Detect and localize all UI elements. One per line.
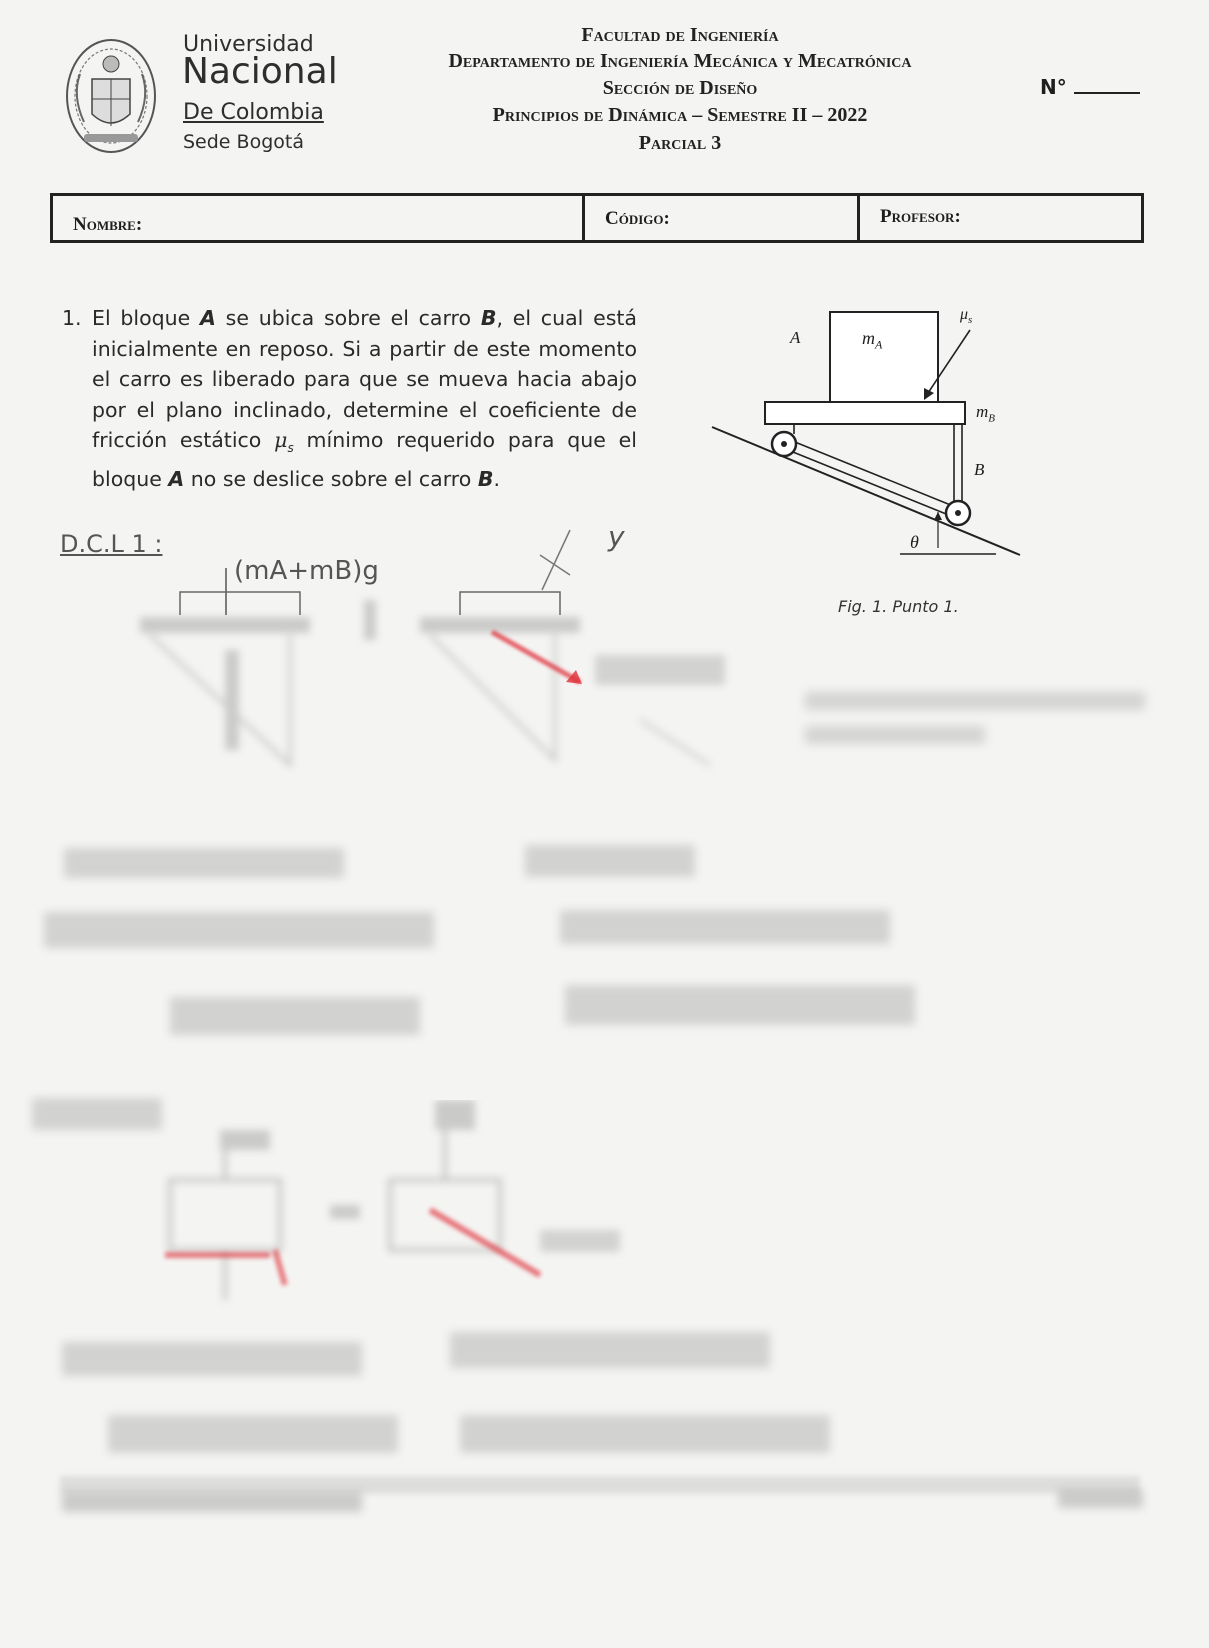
blurred-equation-1 bbox=[64, 848, 344, 878]
university-name-line2: Nacional bbox=[182, 51, 338, 92]
figure-label-mb: $m_B$ bbox=[976, 402, 996, 425]
exam-number-blank[interactable] bbox=[1074, 74, 1140, 94]
student-info-table bbox=[50, 193, 1144, 243]
name-label: Nombre: bbox=[73, 214, 143, 235]
figure-label-mu: $\mu_s$ bbox=[960, 306, 973, 327]
handwritten-weight-label: (mA+mB)g bbox=[234, 556, 379, 586]
header-faculty: Facultad de Ingeniería bbox=[581, 24, 779, 46]
blurred-equation-8 bbox=[450, 1332, 770, 1368]
blurred-equation-4 bbox=[560, 910, 890, 944]
name-cell[interactable] bbox=[53, 196, 585, 240]
free-body-diagram-2 bbox=[160, 1100, 680, 1320]
question-1 bbox=[62, 303, 637, 494]
blurred-equation-5 bbox=[170, 997, 420, 1035]
figure-caption: Fig. 1. Punto 1. bbox=[838, 597, 959, 616]
university-campus: Sede Bogotá bbox=[183, 131, 304, 153]
code-cell[interactable] bbox=[585, 196, 860, 240]
question-body: El bloque A se ubica sobre el carro B, el cual está inicialmente en reposo. Si a partir de este momento el carro es liberado para que se mueva hacia abajo por el plano inclinado, determine el coeficiente de fricción estático $\mu_s$ mínimo requerido para que el bloque A no se deslice sobre el carro B. bbox=[92, 306, 637, 491]
free-body-diagram-1 bbox=[130, 520, 750, 810]
figure-label-theta: θ bbox=[910, 532, 919, 552]
figure-label-ma: $m_A$ bbox=[862, 328, 883, 352]
blurred-equation-6 bbox=[565, 985, 915, 1025]
blurred-equation-7 bbox=[62, 1342, 362, 1376]
professor-label: Profesor: bbox=[880, 206, 961, 227]
blurred-dcl2-label bbox=[32, 1098, 162, 1130]
header-exam: Parcial 3 bbox=[638, 132, 722, 154]
figure-cart-incline bbox=[710, 300, 1030, 570]
exam-number bbox=[1040, 74, 1140, 99]
blurred-equation-2 bbox=[525, 845, 695, 877]
blurred-equation-3 bbox=[44, 912, 434, 948]
university-name-line3: De Colombia bbox=[183, 100, 324, 125]
blurred-note bbox=[805, 692, 1145, 762]
professor-cell[interactable] bbox=[860, 196, 1140, 240]
handwritten-axis-y: y bbox=[608, 520, 625, 553]
code-label: Código: bbox=[605, 208, 670, 229]
university-name-line1: Universidad bbox=[183, 32, 314, 57]
question-number: 1. bbox=[62, 306, 82, 330]
blurred-footer-right bbox=[1058, 1490, 1143, 1508]
handwritten-dcl1-label: D.C.L 1 : bbox=[60, 530, 163, 558]
header-course: Principios de Dinámica – Semestre II – 2022 bbox=[492, 104, 868, 126]
university-seal-icon bbox=[62, 34, 160, 158]
figure-label-a: A bbox=[790, 328, 801, 347]
header-department: Departamento de Ingeniería Mecánica y Mecatrónica bbox=[448, 50, 912, 72]
exam-number-label: N° bbox=[1040, 75, 1067, 99]
blurred-equation-9 bbox=[108, 1415, 398, 1453]
figure-label-b: B bbox=[974, 460, 985, 479]
blurred-equation-10 bbox=[460, 1415, 830, 1453]
blurred-footer-left bbox=[62, 1492, 362, 1512]
header-section: Sección de Diseño bbox=[602, 77, 758, 99]
